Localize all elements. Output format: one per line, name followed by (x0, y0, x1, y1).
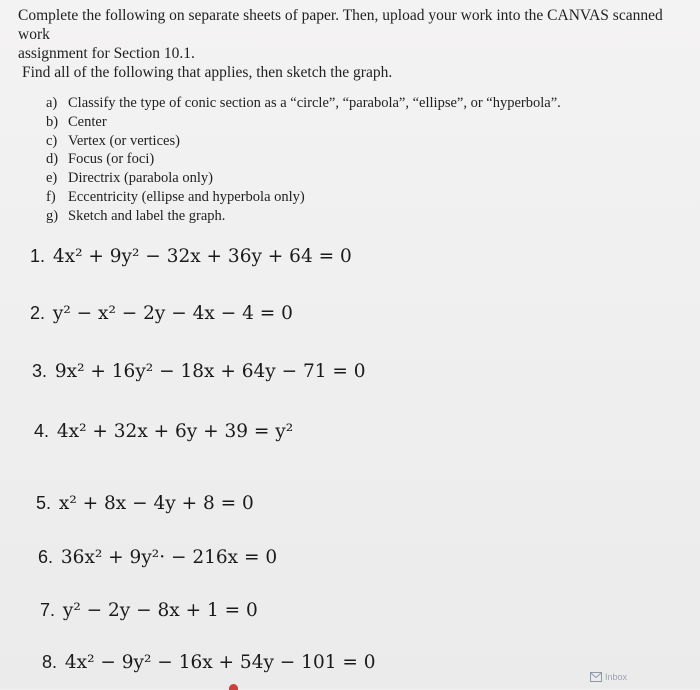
equation-expression: x² + 8x − 4y + 8 = 0 (58, 493, 254, 514)
list-item-label: e) (46, 170, 58, 187)
equation-number: 4. (34, 421, 50, 441)
equation-3 (32, 361, 366, 382)
inbox-label: Inbox (605, 672, 628, 682)
list-item-text: Center (68, 113, 107, 130)
list-item-label: b) (46, 113, 59, 130)
equation-expression: 9x² + 16y² − 18x + 64y − 71 = 0 (54, 361, 366, 382)
list-item-text: Focus (or foci) (68, 151, 155, 168)
list-item-text: Vertex (or vertices) (68, 132, 180, 149)
equation-expression: y² − x² − 2y − 4x − 4 = 0 (52, 303, 293, 324)
equation-expression: 36x² + 9y²· − 216x = 0 (60, 547, 278, 568)
equation-5 (36, 493, 254, 514)
list-item (46, 113, 561, 132)
list-item (46, 207, 561, 226)
list-item (46, 132, 561, 151)
equation-number: 3. (32, 361, 48, 381)
instructions-line-1: Complete the following on separate sheets of paper. Then, upload your work into the CANVAS scanned work (18, 7, 663, 43)
list-item-text: Directrix (parabola only) (68, 170, 213, 187)
list-item-label: c) (46, 132, 58, 149)
equation-6 (38, 547, 277, 568)
list-item-text: Classify the type of conic section as a “circle”, “parabola”, “ellipse”, or “hyperbola”. (68, 95, 561, 111)
list-item (46, 94, 561, 113)
instructions (18, 6, 693, 63)
task-list (46, 94, 561, 226)
equation-8 (42, 652, 376, 673)
equation-expression: 4x² + 9y² − 32x + 36y + 64 = 0 (52, 246, 352, 267)
equation-1 (30, 246, 352, 267)
list-item (46, 150, 561, 169)
equation-number: 7. (40, 600, 56, 620)
equation-number: 8. (42, 652, 58, 672)
equation-expression: 4x² − 9y² − 16x + 54y − 101 = 0 (64, 652, 376, 673)
list-item-label: a) (46, 95, 58, 111)
list-item-label: d) (46, 151, 59, 168)
list-item (46, 169, 561, 188)
red-mark (229, 684, 238, 690)
find-instruction: Find all of the following that applies, then sketch the graph. (22, 64, 393, 81)
equation-number: 6. (38, 547, 54, 567)
equation-number: 1. (30, 246, 46, 266)
equation-expression: 4x² + 32x + 6y + 39 = y² (56, 421, 294, 442)
inbox-link[interactable] (590, 672, 627, 682)
equation-expression: y² − 2y − 8x + 1 = 0 (62, 600, 258, 621)
list-item-label: g) (46, 207, 59, 224)
equation-number: 5. (36, 493, 52, 513)
instructions-line-2: assignment for Section 10.1. (18, 45, 195, 62)
equation-4 (34, 421, 293, 442)
list-item-text: Sketch and label the graph. (68, 207, 226, 224)
equation-7 (40, 600, 258, 621)
equation-number: 2. (30, 303, 46, 323)
list-item (46, 188, 561, 207)
equation-2 (30, 303, 293, 324)
list-item-text: Eccentricity (ellipse and hyperbola only) (68, 188, 305, 205)
inbox-icon (590, 672, 602, 682)
list-item-label: f) (46, 188, 56, 205)
